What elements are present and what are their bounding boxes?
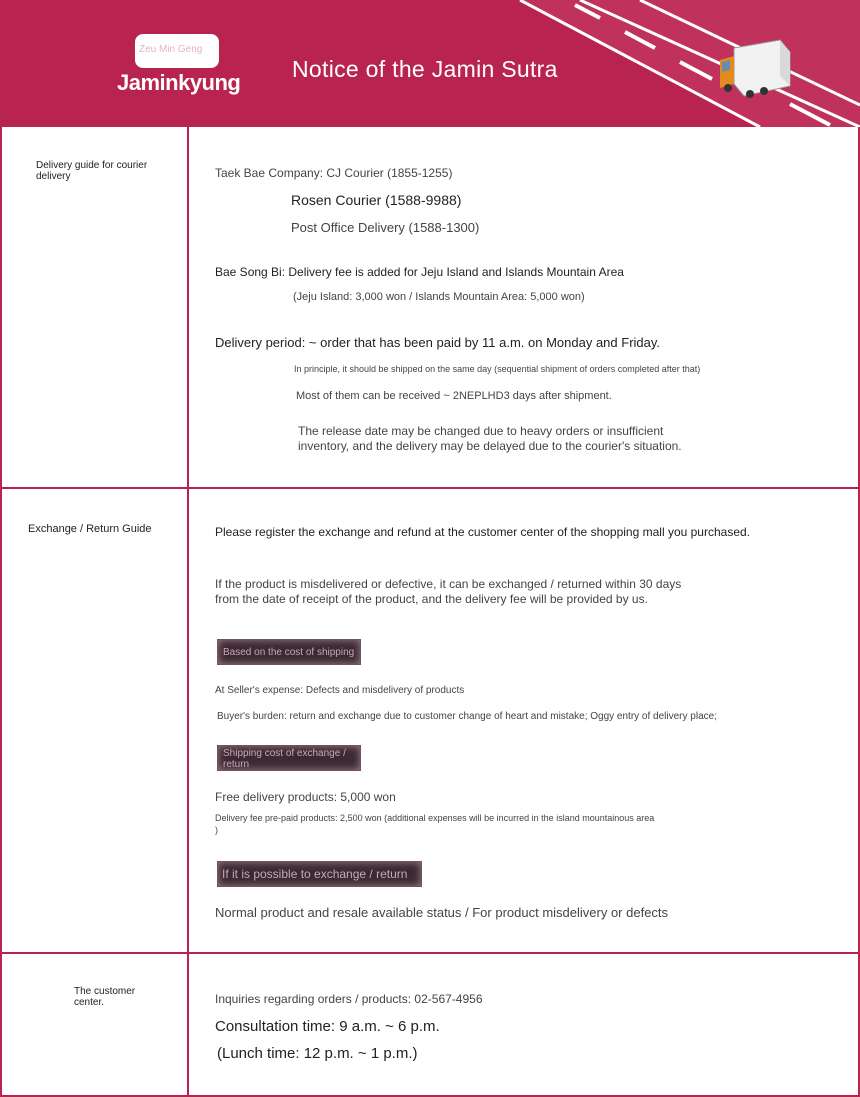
seller-expense: At Seller's expense: Defects and misdelivery of products (215, 685, 465, 696)
prepaid-products-line-1: Delivery fee pre-paid products: 2,500 won (additional expenses will be incurred in the island mountainous area (215, 813, 655, 823)
delivery-fee-line: Bae Song Bi: Delivery fee is added for Jeju Island and Islands Mountain Area (215, 265, 624, 279)
prepaid-products-line-2: ) (215, 825, 218, 835)
shipping-principle: In principle, it should be shipped on the same day (sequential shipment of orders completed after that) (294, 364, 701, 374)
delivery-fee-detail: (Jeju Island: 3,000 won / Islands Mountain Area: 5,000 won) (293, 291, 585, 303)
row-divider-2 (0, 952, 860, 954)
exchange-section-label: Exchange / Return Guide (28, 523, 152, 535)
normal-product-status: Normal product and resale available status / For product misdelivery or defects (215, 905, 669, 920)
courier-company-line: Taek Bae Company: CJ Courier (1855-1255) (215, 166, 453, 180)
rosen-courier: Rosen Courier (1588-9988) (291, 192, 462, 208)
row-divider-1 (0, 487, 860, 489)
header-banner (0, 0, 860, 127)
customer-section-label: The customer center. (74, 986, 136, 1008)
receive-time: Most of them can be received ~ 2NEPLHD3 days after shipment. (296, 390, 612, 402)
release-note-line-2: inventory, and the delivery may be delayed due to the courier's situation. (298, 439, 682, 453)
page-title: Notice of the Jamin Sutra (292, 56, 558, 82)
exchange-possible-chip: If it is possible to exchange / return (217, 861, 422, 887)
buyer-burden: Buyer's burden: return and exchange due to customer change of heart and mistake; Oggy entry of delivery place; (217, 711, 717, 722)
truck-icon (716, 38, 796, 102)
brand-logo: Jaminkyung (117, 70, 241, 95)
misdelivery-note-line-2: from the date of receipt of the product, and the delivery fee will be provided by us. (215, 592, 648, 606)
register-exchange-note: Please register the exchange and refund at the customer center of the shopping mall you purchased. (215, 525, 750, 539)
delivery-period-line: Delivery period: ~ order that has been paid by 11 a.m. on Monday and Friday. (215, 335, 661, 350)
misdelivery-note-line-1: If the product is misdelivered or defective, it can be exchanged / returned within 30 days (215, 577, 682, 591)
delivery-section-label: Delivery guide for courier delivery (36, 160, 148, 182)
post-office-delivery: Post Office Delivery (1588-1300) (291, 220, 480, 235)
logo-badge-text: Zeu Min Geng (139, 44, 203, 55)
release-note-line-1: The release date may be changed due to heavy orders or insufficient (298, 424, 664, 438)
order-inquiries-phone: Inquiries regarding orders / products: 02-567-4956 (215, 992, 483, 1006)
consultation-time: Consultation time: 9 a.m. ~ 6 p.m. (215, 1018, 440, 1035)
free-delivery-products: Free delivery products: 5,000 won (215, 790, 396, 804)
shipping-basis-chip: Based on the cost of shipping (217, 639, 361, 665)
exchange-cost-chip: Shipping cost of exchange / return (217, 745, 361, 771)
lunch-time: (Lunch time: 12 p.m. ~ 1 p.m.) (217, 1045, 418, 1062)
